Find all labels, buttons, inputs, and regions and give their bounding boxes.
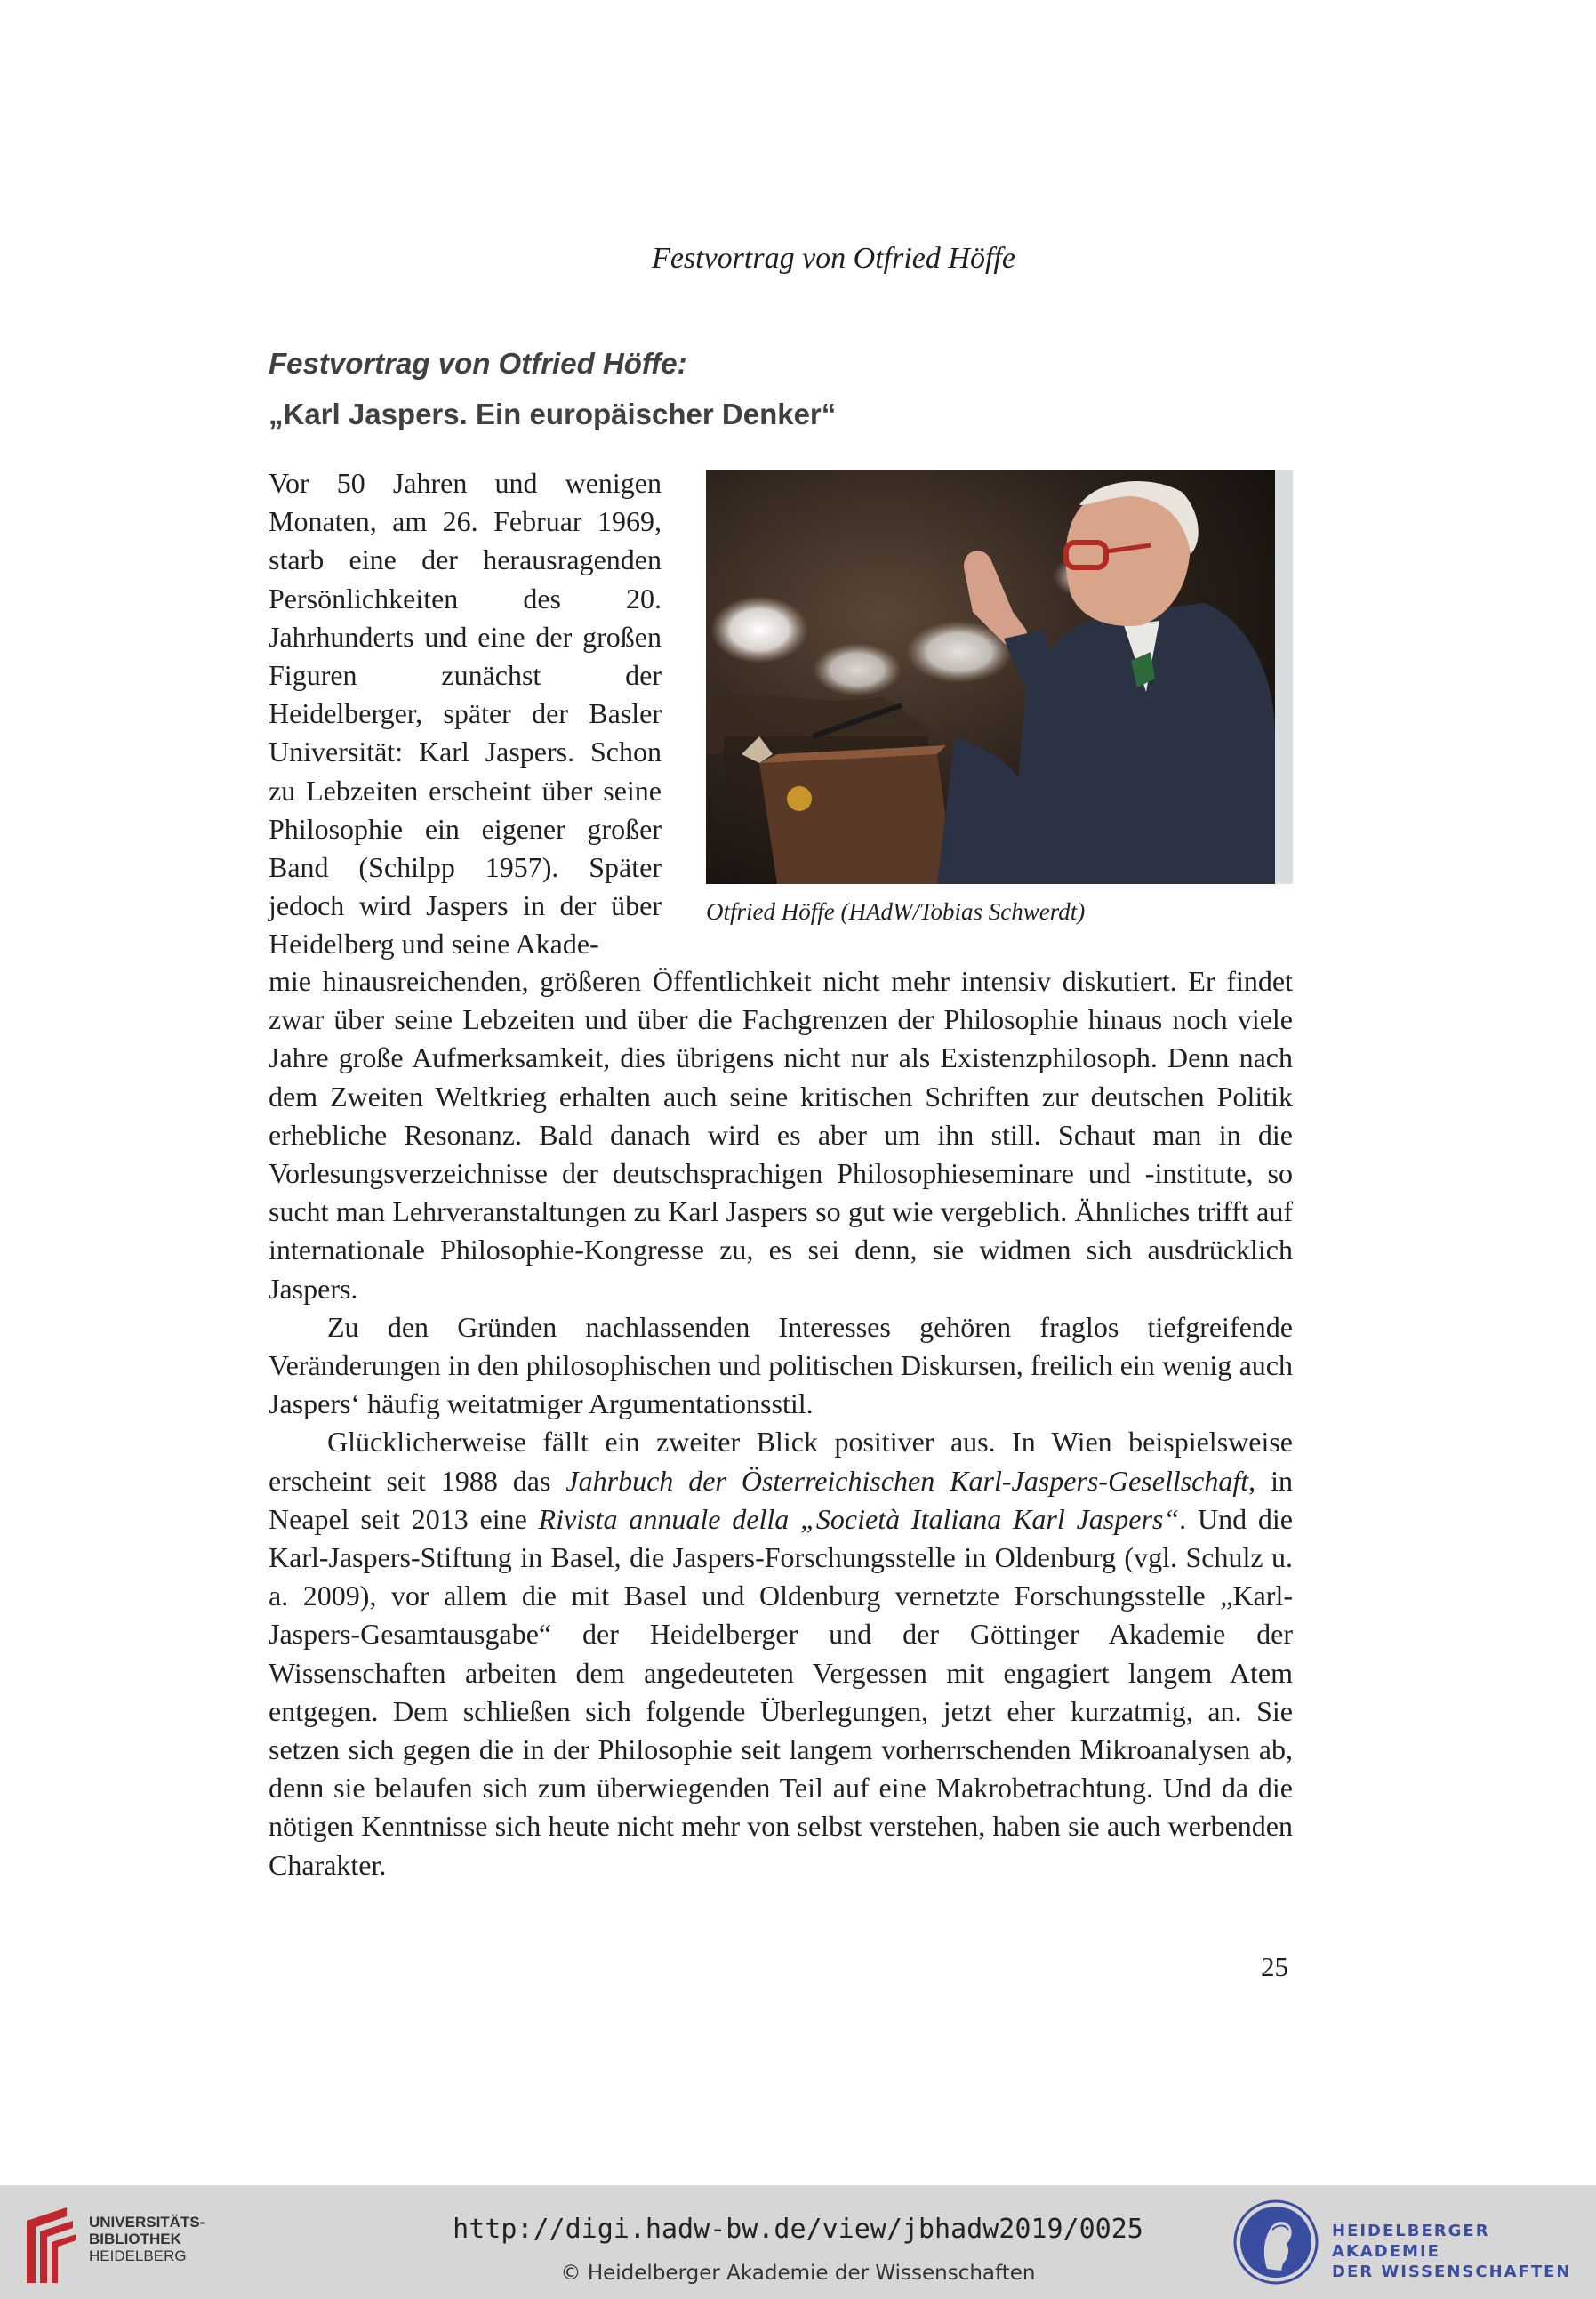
academy-logo[interactable] <box>1231 2198 1320 2291</box>
paragraph-3-part-2: , in Neapel seit 2013 eine <box>269 1464 1293 1535</box>
speaker-photo <box>706 470 1293 884</box>
paragraph-3-part-3: . Und die Karl-Jaspers-Stiftung in Basel, die Jaspers-Forschungsstelle in Oldenburg (vgl. Schulz u. a. 2009), vor allem die mit Basel und Oldenburg vernetzte Forschungsstelle „Karl-Jaspers-Gesamtausgabe“ der Heidelberger und der Göttinger Akademie der Wissenschaften arbeiten dem angedeuteten Vergessen mit engagiert langem Atem entgegen. Dem schließen sich folgende Überlegungen, jetzt eher kurzatmig, an. Sie setzen sich gegen die in der Philosophie seit langem vorherrschenden Mikroanalysen ab, denn sie belaufen sich zum überwiegenden Teil auf eine Makrobetrachtung. Und da die nötigen Kenntnisse sich heute nicht mehr von selbst verstehen, haben sie auch werbenden Charakter. <box>269 1502 1293 1881</box>
academy-name-line-1: HEIDELBERGER AKADEMIE <box>1332 2222 1490 2261</box>
heading-line-2: „Karl Jaspers. Ein europäischer Denker“ <box>269 398 837 430</box>
heading-line-1: Festvortrag von Otfried Höffe: <box>269 347 687 380</box>
paragraph-1-continued: mie hinausreichenden, größeren Öffentlichkeit nicht mehr intensiv diskutiert. Er findet zwar über seine Lebzeiten und über die Fachgrenzen der Philosophie hinaus noch viele Jahre große Aufmerksamkeit, dies übrigens nicht nur als Existenzphilosoph. Denn nach dem Zweiten Weltkrieg erhalten auch seine kritischen Schriften zur deutschen Politik erhebliche Resonanz. Bald danach wird es aber um ihn still. Schaut man in die Vorlesungsverzeichnisse der deutschsprachigen Philosophieseminare und -institute, so sucht man Lehrveranstaltungen zu Karl Jaspers so gut wie vergeblich. Ähnliches trifft auf internationale Philosophie-Kongresse zu, es sei denn, sie widmen sich ausdrücklich Jaspers. <box>269 965 1293 1305</box>
speaker-photo-image <box>706 470 1293 884</box>
paragraph-3-part-1: Glücklicherweise fällt ein zweiter Blick positiver aus. In Wien beispielsweise erscheint seit 1988 das <box>269 1426 1293 1497</box>
academy-seal-icon <box>1231 2198 1320 2287</box>
running-head: Festvortrag von Otfried Höffe <box>652 242 1015 275</box>
library-name-line-2: BIBLIOTHEK <box>89 2231 181 2247</box>
library-name-line-3: HEIDELBERG <box>89 2247 187 2264</box>
footer-bar <box>0 2185 1596 2299</box>
page-number: 25 <box>1261 1951 1288 1982</box>
article-heading <box>269 338 836 439</box>
journal-title-1: Jahrbuch der Österreichischen Karl-Jaspers-Gesellschaft <box>565 1464 1249 1497</box>
library-name-line-1: UNIVERSITÄTS- <box>89 2214 205 2231</box>
article-body <box>269 962 1293 1885</box>
academy-name-line-2: DER WISSENSCHAFTEN <box>1332 2263 1572 2281</box>
copyright-notice: © Heidelberger Akademie der Wissenschaften <box>560 2262 1036 2285</box>
paragraph-1-narrow <box>269 464 662 964</box>
paragraph-2: Zu den Gründen nachlassenden Interesses gehören fraglos tiefgreifende Veränderungen in den philosophischen und politischen Diskursen, freilich ein wenig auch Jaspers‘ häufig weitatmiger Argumentationsstil. <box>269 1310 1293 1420</box>
academy-name <box>1332 2221 1596 2282</box>
paragraph-3 <box>269 1423 1293 1884</box>
journal-title-2: Rivista annuale della „Società Italiana Karl Jaspers“ <box>538 1502 1180 1535</box>
permalink-url[interactable]: http://digi.hadw-bw.de/view/jbhadw2019/0025 <box>453 2214 1143 2245</box>
photo-caption: Otfried Höffe (HAdW/Tobias Schwerdt) <box>706 898 1086 925</box>
paragraph-1-start: Vor 50 Jahren und wenigen Monaten, am 26. Februar 1969, starb eine der herausragenden Persönlichkeiten des 20. Jahrhunderts und eine der großen Figuren zunächst der Heidelberger, später der Basler Universität: Karl Jaspers. Schon zu Lebzeiten erscheint über seine Philosophie ein eigener großer Band (Schilpp 1957). Später jedoch wird Jaspers in der über Heidelberg und seine Akade- <box>269 467 662 961</box>
